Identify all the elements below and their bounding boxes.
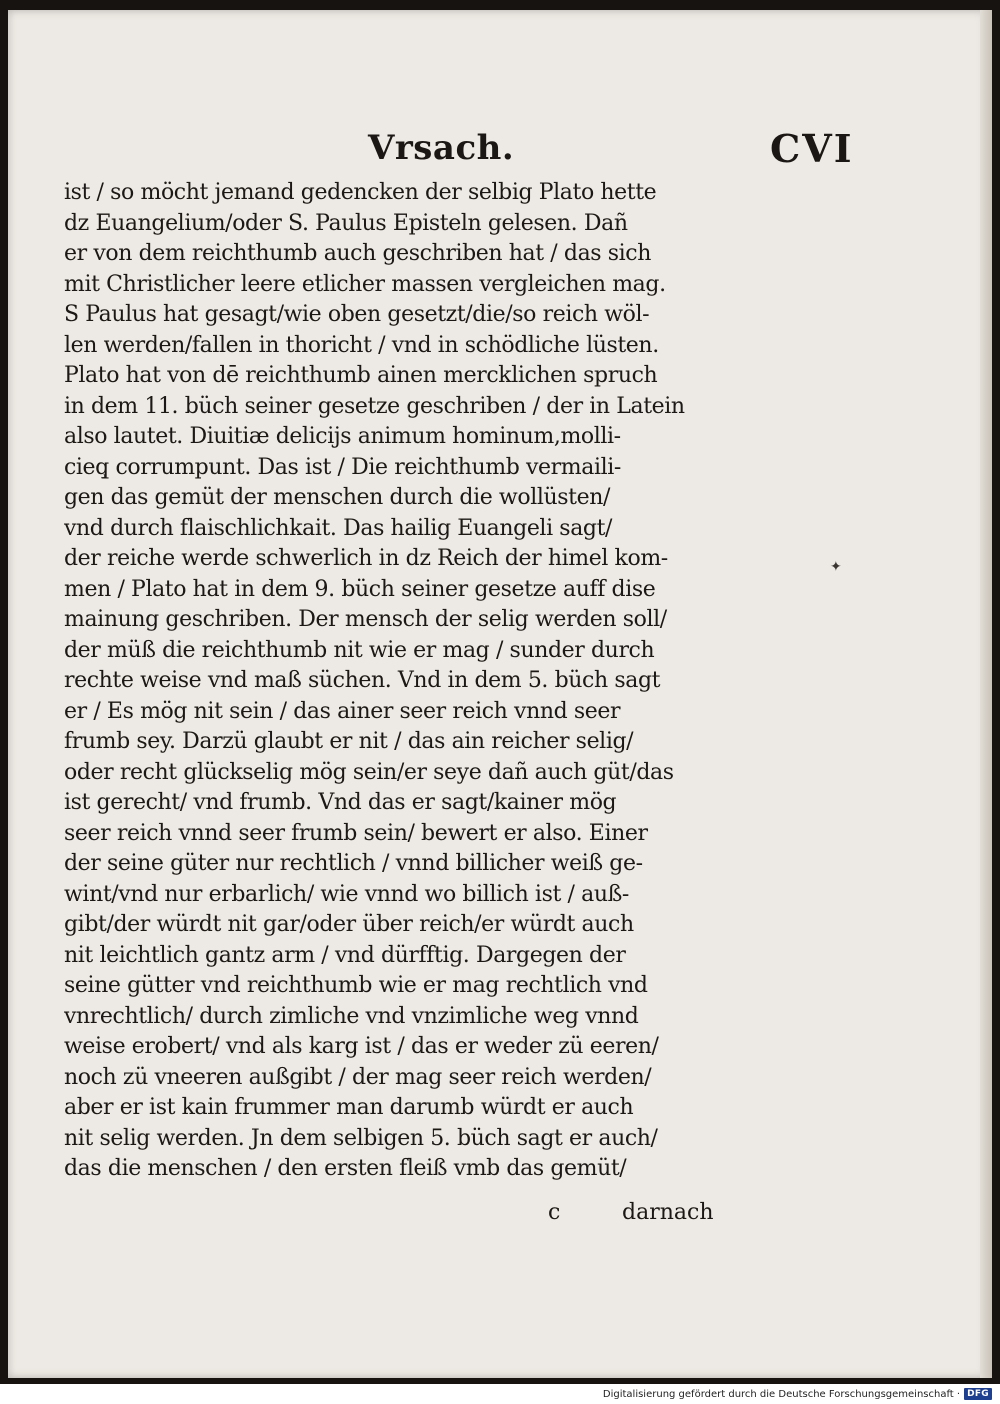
text-line: aber er ist kain frummer man darumb würdt er auch (64, 1095, 634, 1120)
footer-credit (603, 1388, 992, 1400)
text-line: der müß die reichthumb nit wie er mag / sunder durch (64, 637, 655, 663)
text-line: S Paulus hat gesagt/wie oben gesetzt/die/so reich wöl‑ (64, 302, 650, 327)
text-line: dz Euangelium/oder S. Paulus Episteln gelesen. Dañ (64, 210, 628, 236)
text-line: nit selig werden. Jn dem selbigen 5. büch sagt er auch/ (64, 1125, 658, 1151)
text-line: das die menschen / den ersten fleiß vmb das gemüt/ (64, 1156, 627, 1181)
folio-number: CVI (770, 126, 854, 171)
text-line: oder recht glückselig mög sein/er seye dañ auch güt/das (64, 759, 674, 785)
text-line: gibt/der würdt nit gar/oder über reich/er würdt auch (64, 912, 634, 937)
text-line: er von dem reichthumb auch geschriben hat / das sich (64, 241, 651, 266)
footer-credit-text: Digitalisierung gefördert durch die Deutsche Forschungsgemeinschaft · (602, 1388, 961, 1400)
text-line: nit leichtlich gantz arm / vnd dürfftig. Dargegen der (64, 942, 626, 968)
text-line: rechte weise vnd maß süchen. Vnd in dem 5. büch sagt (64, 668, 661, 693)
running-head: Vrsach. (368, 128, 515, 168)
text-line: seine gütter vnd reichthumb wie er mag rechtlich vnd (64, 973, 648, 998)
text-line: ist gerecht/ vnd frumb. Vnd das er sagt/kainer mög (64, 790, 617, 815)
page-edge-shadow (980, 10, 992, 1378)
text-line: weise erobert/ vnd als karg ist / das er weder zü eeren/ (64, 1034, 659, 1059)
catchword: darnach (622, 1200, 714, 1225)
text-line: er / Es mög nit sein / das ainer seer reich vnnd seer (64, 698, 621, 724)
text-line: mit Christlicher leere etlicher massen vergleichen mag. (64, 271, 666, 297)
text-line: mainung geschriben. Der mensch der selig werden soll/ (64, 607, 667, 632)
text-line: Plato hat von dē reichthumb ainen mercklichen spruch (64, 363, 658, 388)
signature-mark: c (548, 1200, 561, 1225)
text-line: vnd durch flaischlichkait. Das hailig Euangeli sagt/ (64, 515, 613, 541)
text-line: seer reich vnnd seer frumb sein/ bewert er also. Einer (64, 820, 648, 846)
text-line: ist / so möcht jemand gedencken der selbig Plato hette (64, 180, 657, 205)
text-line: wint/vnd nur erbarlich/ wie vnnd wo billich ist / auß‑ (64, 881, 629, 907)
text-line: cieq̧ corrumpunt. Das ist / Die reichthumb vermaili‑ (64, 454, 621, 480)
text-line: men / Plato hat in dem 9. büch seiner gesetze auff dise (64, 576, 656, 602)
text-line: in dem 11. büch seiner gesetze geschriben / der in Latein (64, 393, 685, 419)
text-line: also lautet. Diuitiæ delicijs animum hominum,molli‑ (64, 424, 621, 449)
book-page (8, 10, 992, 1378)
text-line: len werden/fallen in thoricht / vnd in schödliche lüsten. (64, 332, 659, 358)
text-line: der reiche werde schwerlich in dz Reich der himel kom‑ (64, 546, 668, 571)
body-text (64, 178, 730, 1185)
text-line: frumb sey. Darzü glaubt er nit / das ain reicher selig/ (64, 729, 634, 754)
dfg-logo: DFG (964, 1388, 992, 1400)
ink-speck-mark: ✦ (830, 559, 842, 575)
text-line: vnrechtlich/ durch zimliche vnd vnzimliche weg vnnd (64, 1003, 639, 1029)
text-line: der seine güter nur rechtlich / vnnd billicher weiß ge‑ (64, 851, 643, 876)
text-line: gen das gemüt der menschen durch die wollüsten/ (64, 485, 610, 510)
text-line: noch zü vneeren außgibt / der mag seer reich werden/ (64, 1064, 652, 1090)
